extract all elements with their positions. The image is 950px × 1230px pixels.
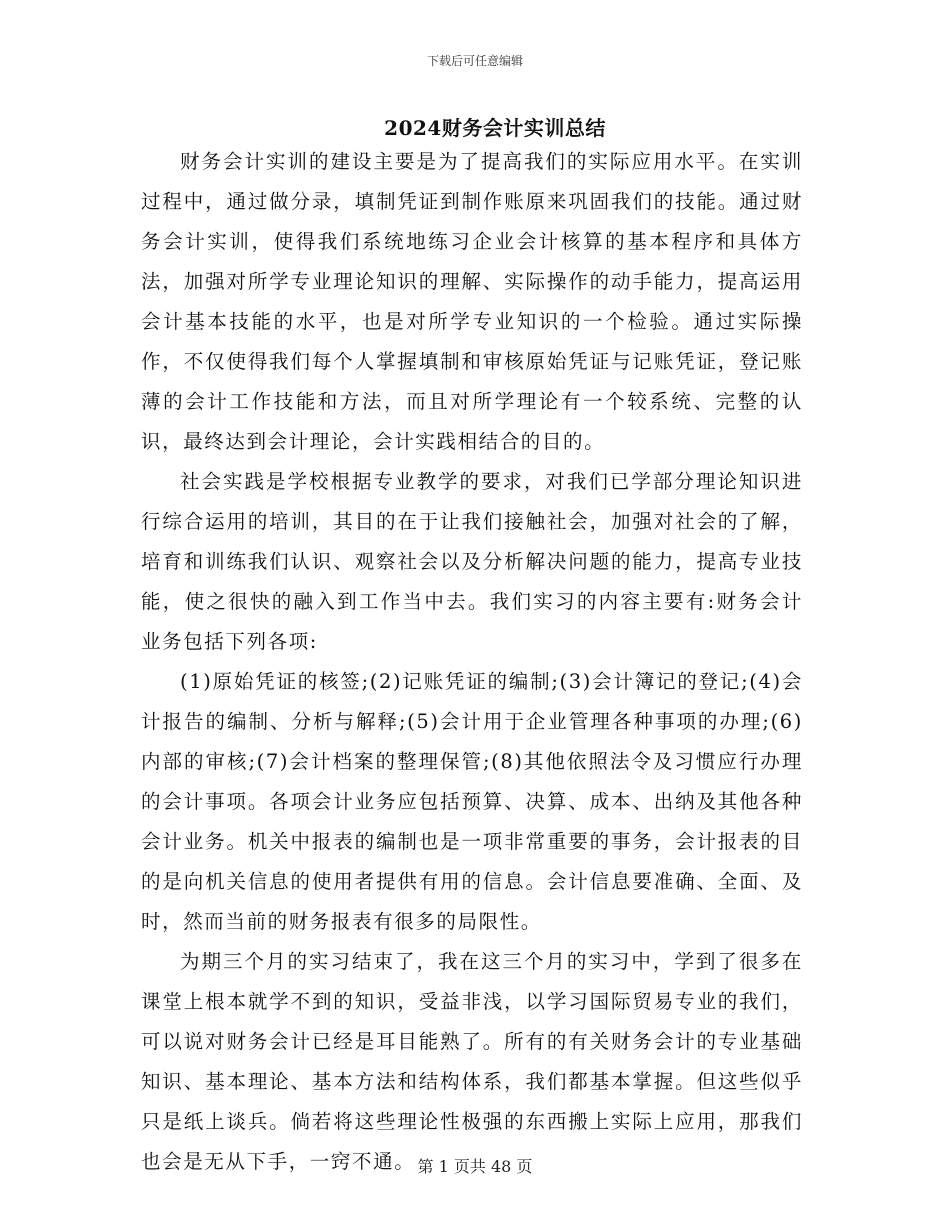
paragraph-4: 为期三个月的实习结束了，我在这三个月的实习中，学到了很多在课堂上根本就学不到的知识，受益非浅，以学习国际贸易专业的我们，可以说对财务会计已经是耳目能熟了。所有的有关财务会计的专业基础知识、基本理论、基本方法和结构体系，我们都基本掌握。但这些似乎只是纸上谈兵。倘若将这些理论性极强的东西搬上实际上应用，那我们也会是无从下手，一窍不通。 <box>141 950 803 1173</box>
page-number-footer: 第 1 页共 48 页 <box>417 1157 533 1176</box>
paragraph-3: (1)原始凭证的核签;(2)记账凭证的编制;(3)会计簿记的登记;(4)会计报告的编制、分析与解释;(5)会计用于企业管理各种事项的办理;(6)内部的审核;(7)会计档案的整理保管;(8)其他依照法令及习惯应行办理的会计事项。各项会计业务应包括预算、决算、成本、出纳及其他各种会计业务。机关中报表的编制也是一项非常重要的事务，会计报表的目的是向机关信息的使用者提供有用的信息。会计信息要准确、全面、及时，然而当前的财务报表有很多的局限性。 <box>141 670 803 933</box>
paragraph-2: 社会实践是学校根据专业教学的要求，对我们已学部分理论知识进行综合运用的培训，其目的在于让我们接触社会，加强对社会的了解，培育和训练我们认识、观察社会以及分析解决问题的能力，提高专业技能，使之很快的融入到工作当中去。我们实习的内容主要有:财务会计业务包括下列各项: <box>141 470 803 653</box>
page-header-note: 下载后可任意编辑 <box>426 54 523 68</box>
paragraph-1: 财务会计实训的建设主要是为了提高我们的实际应用水平。在实训过程中，通过做分录，填制凭证到制作账原来巩固我们的技能。通过财务会计实训，使得我们系统地练习企业会计核算的基本程序和具体方法，加强对所学专业理论知识的理解、实际操作的动手能力，提高运用会计基本技能的水平，也是对所学专业知识的一个检验。通过实际操作，不仅使得我们每个人掌握填制和审核原始凭证与记账凭证，登记账薄的会计工作技能和方法，而且对所学理论有一个较系统、完整的认识，最终达到会计理论，会计实践相结合的目的。 <box>141 150 803 453</box>
document-body <box>141 142 803 1182</box>
document-title: 2024财务会计实训总结 <box>384 116 606 140</box>
